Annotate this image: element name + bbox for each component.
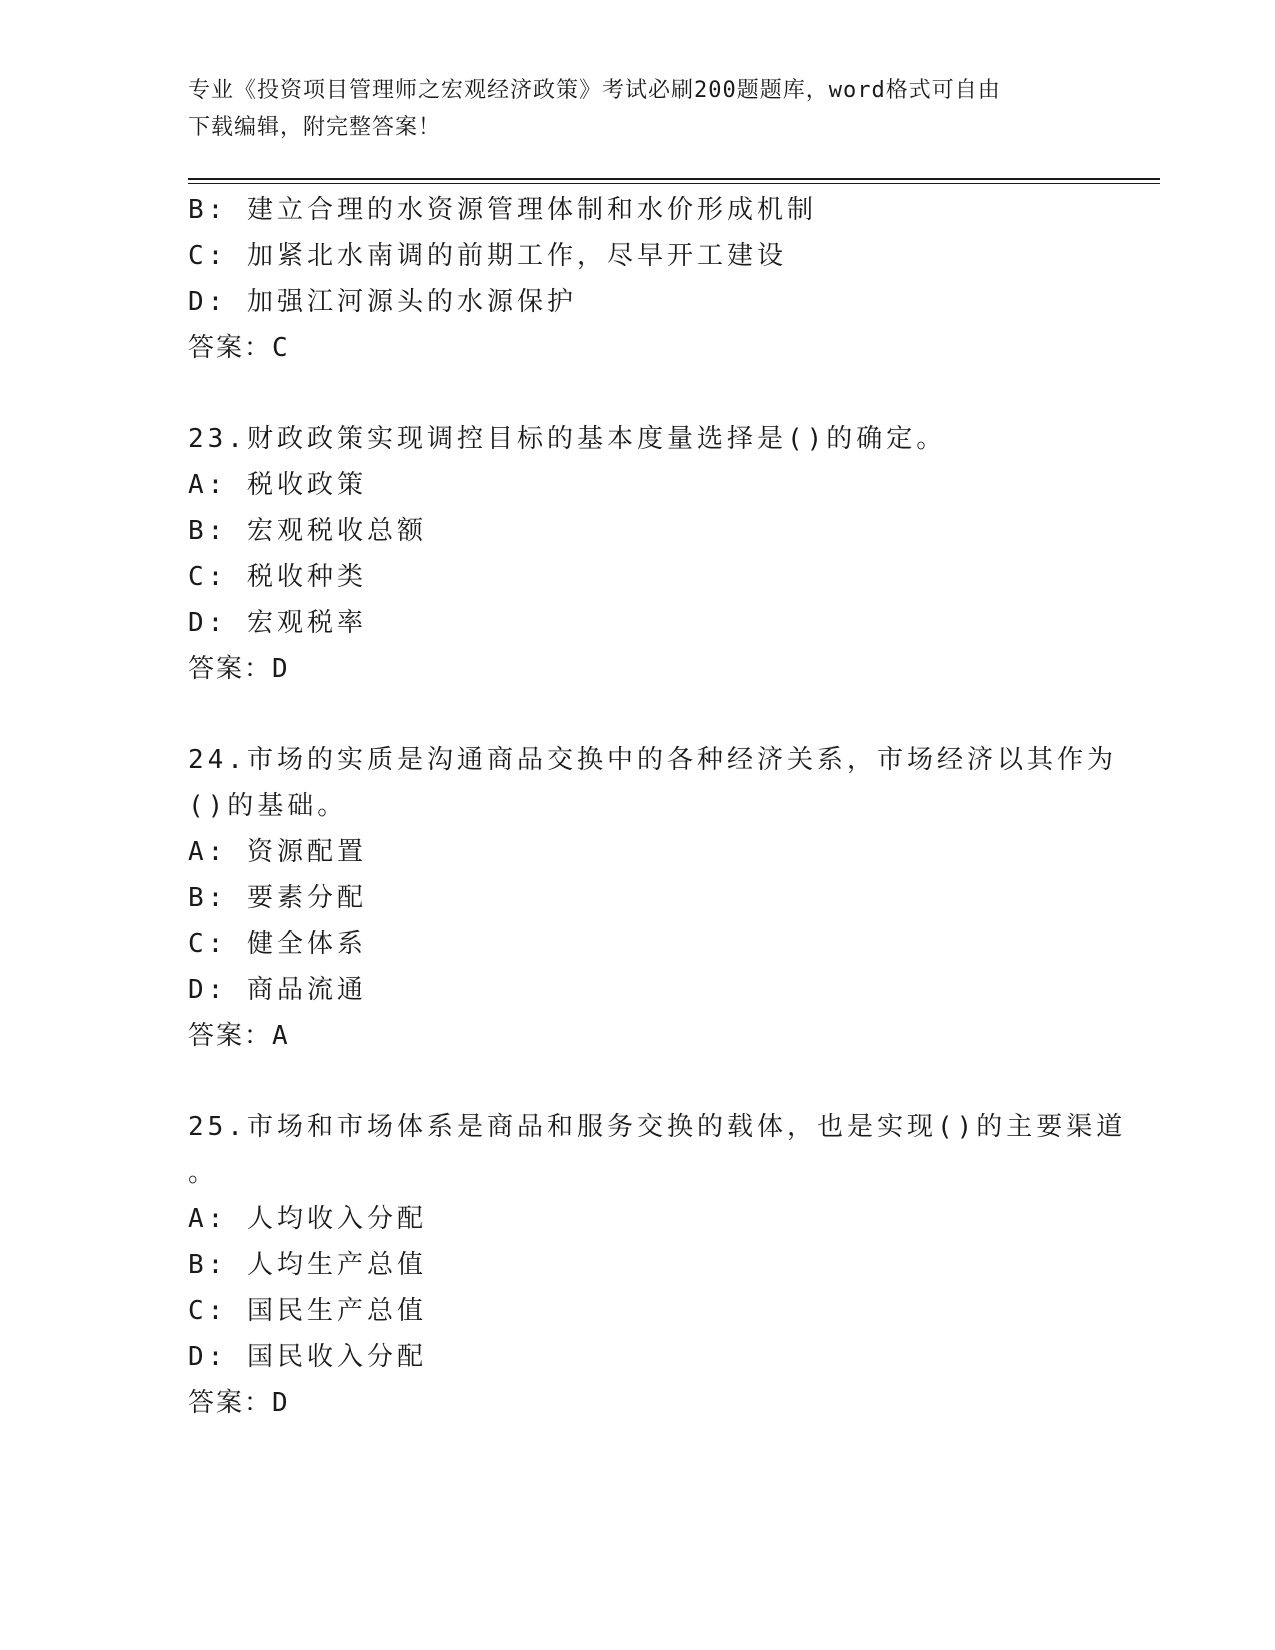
option-d: D: 国民收入分配 [188, 1342, 427, 1372]
option-a: A: 税收政策 [188, 470, 367, 500]
option-b: B: 要素分配 [188, 883, 367, 913]
question-text-line-2: 。 [188, 1158, 219, 1188]
question-block-23 [188, 416, 1088, 692]
document-header [188, 72, 1088, 146]
option-b: B: 宏观税收总额 [188, 516, 427, 546]
option-c: C: 健全体系 [188, 929, 367, 959]
question-text-line-1: 25.市场和市场体系是商品和服务交换的载体，也是实现()的主要渠道 [188, 1112, 1127, 1142]
spacer [188, 692, 1088, 737]
question-block-25 [188, 1104, 1127, 1426]
option-c: C: 加紧北水南调的前期工作，尽早开工建设 [188, 241, 787, 271]
question-text-line-1: 24.市场的实质是沟通商品交换中的各种经济关系，市场经济以其作为 [188, 745, 1117, 775]
header-divider-thin [188, 183, 1160, 184]
option-c: C: 国民生产总值 [188, 1296, 427, 1326]
question-text: 23.财政政策实现调控目标的基本度量选择是()的确定。 [188, 424, 947, 454]
spacer [188, 371, 1088, 416]
spacer [188, 1059, 1088, 1104]
option-a: A: 人均收入分配 [188, 1204, 427, 1234]
answer-line: 答案：C [188, 333, 290, 363]
option-d: D: 加强江河源头的水源保护 [188, 287, 577, 317]
option-c: C: 税收种类 [188, 562, 367, 592]
header-line-2: 下载编辑，附完整答案！ [188, 115, 442, 140]
answer-line: 答案：A [188, 1021, 290, 1051]
header-divider-thick [188, 178, 1160, 180]
question-list [188, 187, 1127, 1426]
option-b: B: 人均生产总值 [188, 1250, 427, 1280]
question-block-24 [188, 737, 1117, 1059]
option-d: D: 商品流通 [188, 975, 367, 1005]
answer-line: 答案：D [188, 654, 290, 684]
option-a: A: 资源配置 [188, 837, 367, 867]
answer-line: 答案：D [188, 1388, 290, 1418]
option-b: B: 建立合理的水资源管理体制和水价形成机制 [188, 195, 817, 225]
question-block-22 [188, 187, 1088, 371]
question-text-line-2: ()的基础。 [188, 791, 348, 821]
option-d: D: 宏观税率 [188, 608, 367, 638]
header-line-1: 专业《投资项目管理师之宏观经济政策》考试必刷200题题库，word格式可自由 [188, 78, 1001, 103]
